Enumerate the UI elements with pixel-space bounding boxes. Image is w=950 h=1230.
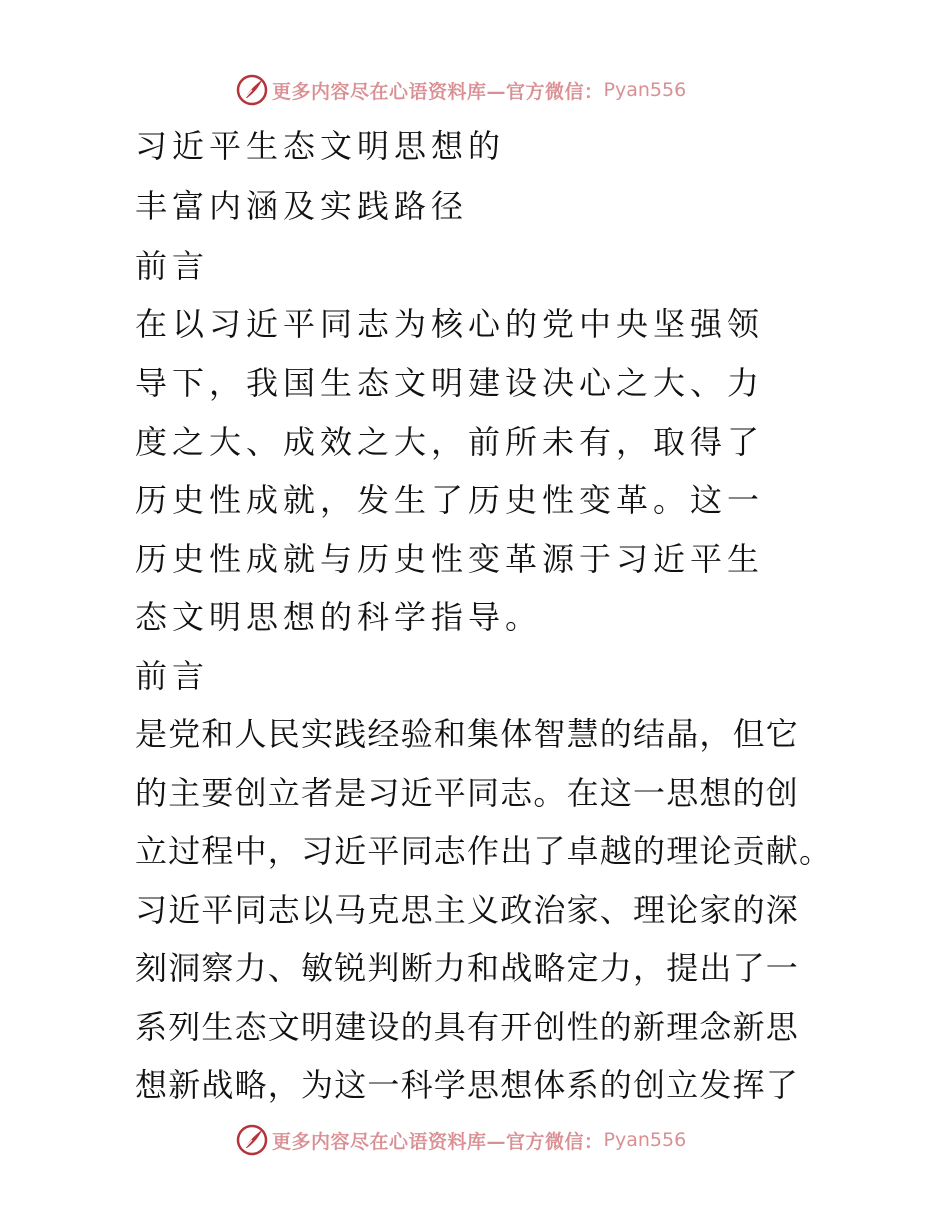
header-wechat-id: Pyan556: [603, 79, 687, 101]
footer-wechat-id: Pyan556: [603, 1129, 687, 1151]
section1-line: 态文明思想的科学指导。: [135, 598, 543, 636]
header-slogan: 更多内容尽在心语资料库—官方微信：: [272, 80, 604, 103]
title-line-2: 丰富内涵及实践路径: [135, 187, 469, 225]
section2-line: 是党和人民实践经验和集体智慧的结晶，但它: [135, 715, 800, 753]
section1-line: 在以习近平同志为核心的党中央坚强领: [135, 305, 765, 343]
section1-heading: 前言: [135, 247, 210, 285]
section2-line: 想新战略，为这一科学思想体系的创立发挥了: [135, 1066, 800, 1104]
quill-logo-icon: [236, 74, 268, 106]
title-line-1: 习近平生态文明思想的: [135, 127, 506, 165]
section2-line: 系列生态文明建设的具有开创性的新理念新思: [135, 1008, 800, 1046]
footer-banner: [236, 1122, 716, 1158]
footer-slogan: 更多内容尽在心语资料库—官方微信：: [272, 1130, 604, 1153]
header-banner: [236, 72, 716, 108]
section1-line: 度之大、成效之大，前所未有，取得了: [135, 423, 765, 461]
section2-line: 立过程中，习近平同志作出了卓越的理论贡献。: [135, 832, 833, 870]
section1-line: 导下，我国生态文明建设决心之大、力: [135, 364, 765, 402]
section2-heading: 前言: [135, 657, 210, 695]
section2-line: 的主要创立者是习近平同志。在这一思想的创: [135, 774, 800, 812]
section1-line: 历史性成就与历史性变革源于习近平生: [135, 540, 765, 578]
section2-line: 习近平同志以马克思主义政治家、理论家的深: [135, 891, 800, 929]
section2-line: 刻洞察力、敏锐判断力和战略定力，提出了一: [135, 949, 800, 987]
section1-line: 历史性成就，发生了历史性变革。这一: [135, 481, 765, 519]
quill-logo-icon: [236, 1124, 268, 1156]
